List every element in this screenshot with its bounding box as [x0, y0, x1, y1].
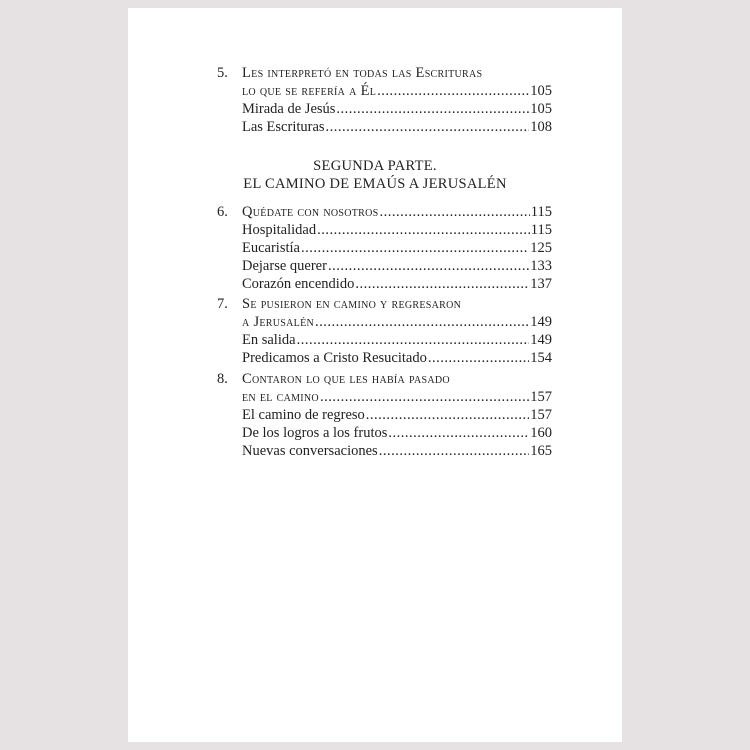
- entry-label: Predicamos a Cristo Resucitado: [242, 350, 427, 366]
- dot-leader: [355, 275, 529, 293]
- dot-leader: [317, 221, 530, 239]
- chapter-heading-line-2: lo que se refería a Él: [242, 83, 377, 99]
- dot-leader: [320, 388, 529, 406]
- page-number: 149: [530, 332, 552, 348]
- toc-line: [242, 203, 552, 221]
- toc-entry: [242, 406, 552, 424]
- chapter-number: 5.: [217, 65, 228, 81]
- chapter-heading-line-2: a Jerusalén: [242, 314, 315, 330]
- toc-entry: [242, 257, 552, 275]
- page-number: 105: [530, 83, 552, 99]
- dot-leader: [388, 424, 529, 442]
- page-number: 160: [530, 425, 552, 441]
- page-number: 165: [530, 443, 552, 459]
- page-number: 157: [530, 389, 552, 405]
- dot-leader: [301, 239, 529, 257]
- page-number: 137: [530, 276, 552, 292]
- toc-entry: [242, 442, 552, 460]
- toc-line: [242, 313, 552, 331]
- entry-label: Mirada de Jesús: [242, 101, 336, 117]
- entry-label: Las Escrituras: [242, 119, 325, 135]
- toc-entry: [242, 118, 552, 136]
- page-number: 125: [530, 240, 552, 256]
- part-title-line-2: EL CAMINO DE EMAÚS A JERUSALÉN: [243, 176, 507, 192]
- page-number: 115: [530, 204, 552, 220]
- chapter-number: 7.: [217, 296, 228, 312]
- table-of-contents: [128, 8, 622, 742]
- chapter-heading: Quédate con nosotros: [242, 204, 379, 220]
- entry-label: Eucaristía: [242, 240, 300, 256]
- dot-leader: [379, 442, 530, 460]
- toc-entry: [242, 221, 552, 239]
- dot-leader: [326, 118, 530, 136]
- chapter-heading-line-1: Contaron lo que les había pasado: [242, 371, 450, 387]
- page-number: 108: [530, 119, 552, 135]
- dot-leader: [428, 349, 529, 367]
- dot-leader: [315, 313, 529, 331]
- entry-label: Nuevas conversaciones: [242, 443, 378, 459]
- page-number: 105: [530, 101, 552, 117]
- page-number: 115: [530, 222, 552, 238]
- entry-label: Hospitalidad: [242, 222, 317, 238]
- entry-label: Corazón encendido: [242, 276, 355, 292]
- entry-label: Dejarse querer: [242, 258, 327, 274]
- chapter-number: 6.: [217, 204, 228, 220]
- toc-entry: [242, 275, 552, 293]
- toc-entry: [242, 349, 552, 367]
- page-number: 154: [530, 350, 552, 366]
- dot-leader: [297, 331, 530, 349]
- toc-line: [242, 82, 552, 100]
- chapter-number: 8.: [217, 371, 228, 387]
- entry-label: En salida: [242, 332, 296, 348]
- dot-leader: [336, 100, 529, 118]
- toc-entry: [242, 331, 552, 349]
- dot-leader: [380, 203, 530, 221]
- page-number: 133: [530, 258, 552, 274]
- page-number: 157: [530, 407, 552, 423]
- book-page: [128, 8, 622, 742]
- dot-leader: [366, 406, 529, 424]
- chapter-heading-line-1: Les interpretó en todas las Escrituras: [242, 65, 483, 81]
- toc-entry: [242, 100, 552, 118]
- chapter-heading-line-2: en el camino: [242, 389, 319, 405]
- dot-leader: [377, 82, 529, 100]
- toc-entry: [242, 239, 552, 257]
- toc-entry: [242, 424, 552, 442]
- entry-label: De los logros a los frutos: [242, 425, 388, 441]
- toc-line: [242, 388, 552, 406]
- entry-label: El camino de regreso: [242, 407, 365, 423]
- part-title-line-1: SEGUNDA PARTE.: [313, 158, 437, 174]
- chapter-heading-line-1: Se pusieron en camino y regresaron: [242, 296, 462, 312]
- page-number: 149: [530, 314, 552, 330]
- dot-leader: [328, 257, 529, 275]
